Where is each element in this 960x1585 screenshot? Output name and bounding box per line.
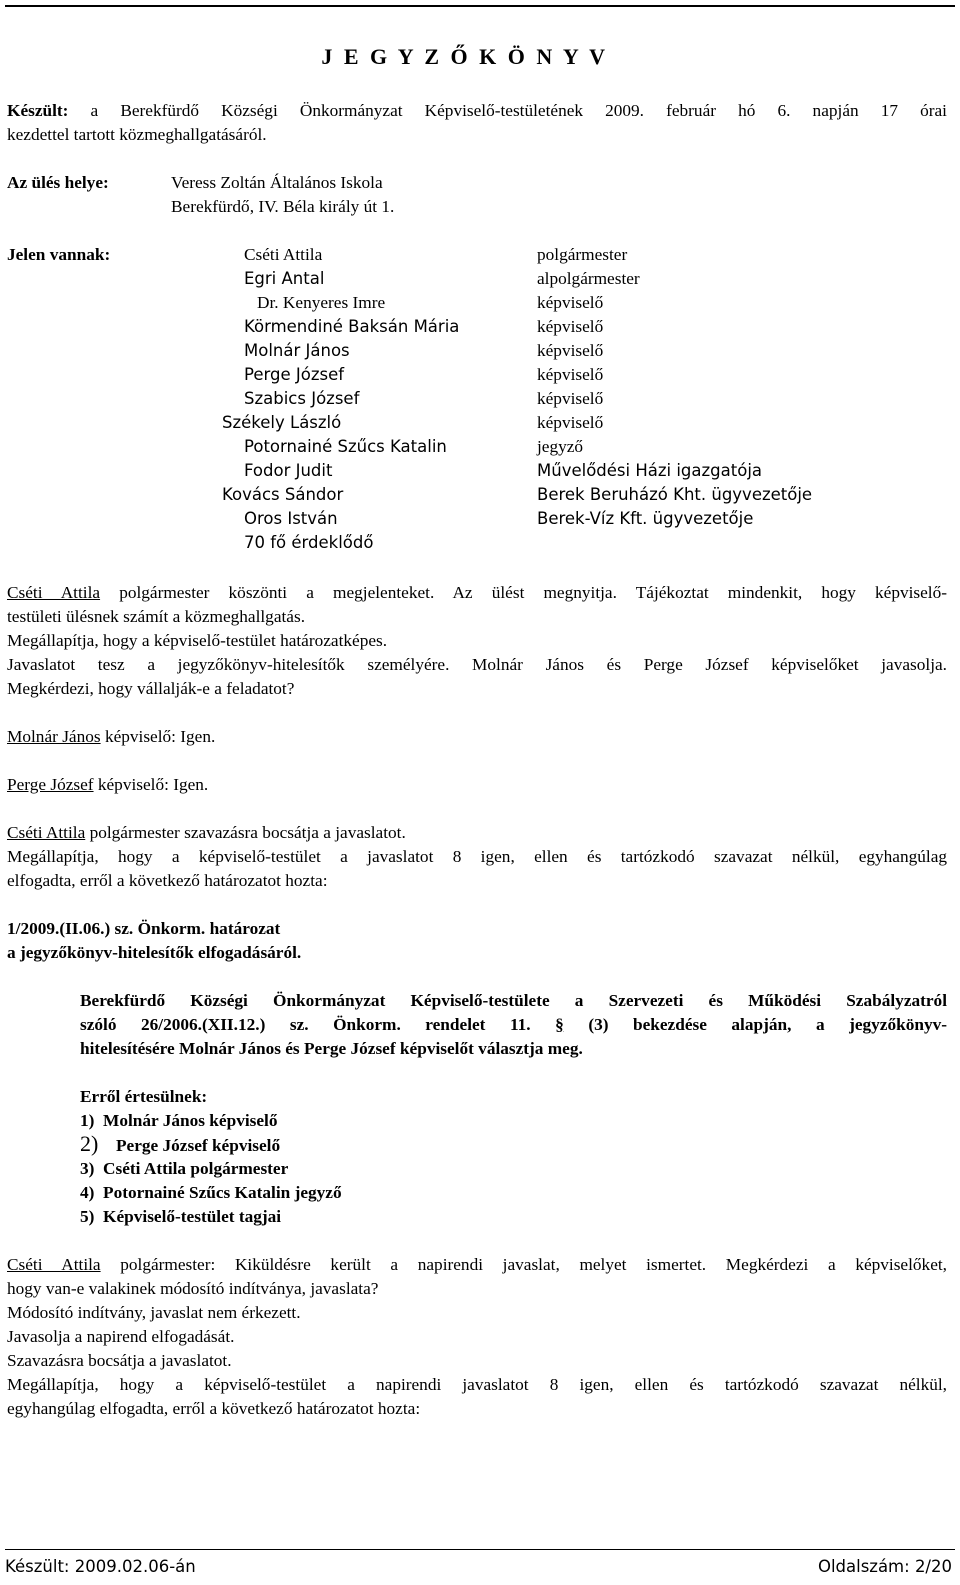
footer-page-number: Oldalszám: 2/20 xyxy=(817,1557,952,1576)
attendee-name: Oros István xyxy=(244,509,338,528)
p2-line-3: elfogadta, erről a következő határozatot hozta: xyxy=(7,871,328,890)
notify-item: 4) Potornainé Szűcs Katalin jegyző xyxy=(80,1183,342,1202)
resolution-subject: a jegyzőkönyv-hitelesítők elfogadásáról. xyxy=(7,943,302,962)
helye-label: Az ülés helye: xyxy=(7,173,109,192)
p1-line-2: testületi ülésnek számít a közmeghallgatás. xyxy=(7,607,306,626)
speaker-name: Cséti Attila xyxy=(7,583,101,602)
top-rule xyxy=(5,5,955,7)
attendee-role: képviselő xyxy=(537,413,604,432)
attendee-role: alpolgármester xyxy=(537,269,640,288)
p1-line-1 xyxy=(7,581,947,605)
resolution-line-2 xyxy=(80,1013,947,1037)
helye-line-2: Berekfürdő, IV. Béla király út 1. xyxy=(171,197,395,216)
attendee-name: Perge József xyxy=(244,365,345,384)
resolution-text: (3) bekezdése alapján, a jegyzőkönyv- xyxy=(588,1015,948,1034)
perge-reply xyxy=(7,773,208,797)
helye-line-1: Veress Zoltán Általános Iskola xyxy=(171,173,383,192)
attendee-role: képviselő xyxy=(537,365,604,384)
attendee-name: Egri Antal xyxy=(244,269,325,288)
speaker-name: Cséti Attila xyxy=(7,823,86,842)
document-title: J E G Y Z Ő K Ö N Y V xyxy=(321,44,608,69)
attendee-role: polgármester xyxy=(537,245,628,264)
p1-text: polgármester köszönti a megjelenteket. Az ülést megnyitja. Tájékoztat mindenkit, hogy képviselő- xyxy=(119,583,947,602)
attendee-name: Cséti Attila xyxy=(244,245,323,264)
notify-item: 3) Cséti Attila polgármester xyxy=(80,1159,289,1178)
attendee-name: Dr. Kenyeres Imre xyxy=(257,293,386,312)
speaker-name: Perge József xyxy=(7,775,94,794)
resolution-line-1: Berekfürdő Községi Önkormányzat Képviselő-testülete a Szervezeti és Működési Szabályzatról xyxy=(80,991,947,1010)
p3-line-6: Megállapítja, hogy a képviselő-testület a napirendi javaslatot 8 igen, ellen és tartózkodó szavazat nélkül, xyxy=(7,1375,947,1394)
footer-rule xyxy=(5,1549,955,1550)
attendee-role: képviselő xyxy=(537,293,604,312)
attendee-role: Berek-Víz Kft. ügyvezetője xyxy=(537,509,754,528)
attendee-role: jegyző xyxy=(537,437,584,456)
resolution-text: szóló 26/2006.(XII.12.) sz. Önkorm. rendelet 11. xyxy=(80,1015,531,1034)
notify-item: 1) Molnár János képviselő xyxy=(80,1111,278,1130)
p2-line-1 xyxy=(7,821,406,845)
section-sign: § xyxy=(555,1015,564,1034)
notify-title: Erről értesülnek: xyxy=(80,1087,208,1106)
attendee-name: Szabics József xyxy=(244,389,360,408)
footer-date: Készült: 2009.02.06-án xyxy=(5,1557,196,1576)
attendee-role: képviselő xyxy=(537,317,604,336)
molnar-reply xyxy=(7,725,215,749)
attendee-role: Művelődési Házi igazgatója xyxy=(537,461,763,480)
keszult-text: a Berekfürdő Községi Önkormányzat Képviselő-testületének 2009. február hó 6. napján 17 órai xyxy=(90,101,947,120)
reply-text: képviselő: Igen. xyxy=(97,775,209,794)
p3-line-1 xyxy=(7,1253,947,1277)
attendee-role: képviselő xyxy=(537,341,604,360)
reply-text: képviselő: Igen. xyxy=(104,727,216,746)
notify-item-number: 2) xyxy=(80,1131,99,1156)
p1-line-5: Megkérdezi, hogy vállalják-e a feladatot? xyxy=(7,679,295,698)
p2-text: polgármester szavazásra bocsátja a javaslatot. xyxy=(89,823,406,842)
notify-item: 5) Képviselő-testület tagjai xyxy=(80,1207,282,1226)
p3-line-4: Javasolja a napirend elfogadását. xyxy=(7,1327,235,1346)
p3-line-2: hogy van-e valakinek módosító indítványa, javaslata? xyxy=(7,1279,379,1298)
attendee-name: Kovács Sándor xyxy=(222,485,344,504)
notify-item: Perge József képviselő xyxy=(116,1136,281,1155)
p3-line-5: Szavazásra bocsátja a javaslatot. xyxy=(7,1351,232,1370)
p2-line-2: Megállapítja, hogy a képviselő-testület a javaslatot 8 igen, ellen és tartózkodó szavazat nélkül, egyhangúlag xyxy=(7,847,947,866)
p3-line-7: egyhangúlag elfogadta, erről a következő határozatot hozta: xyxy=(7,1399,421,1418)
p1-line-3: Megállapítja, hogy a képviselő-testület határozatképes. xyxy=(7,631,388,650)
attendee-name: Székely László xyxy=(222,413,342,432)
resolution-line-3: hitelesítésére Molnár János és Perge József képviselőt választja meg. xyxy=(80,1039,583,1058)
p1-line-4: Javaslatot tesz a jegyzőkönyv-hitelesítők személyére. Molnár János és Perge József képviselőket javasolja. xyxy=(7,655,947,674)
attendee-role: képviselő xyxy=(537,389,604,408)
keszult-label: Készült: xyxy=(7,101,69,120)
attendee-name: 70 fő érdeklődő xyxy=(244,533,374,552)
p3-text: polgármester: Kiküldésre került a napirendi javaslat, melyet ismertet. Megkérdezi a képviselőket, xyxy=(120,1255,947,1274)
attendee-name: Körmendiné Baksán Mária xyxy=(244,317,460,336)
resolution-number: 1/2009.(II.06.) sz. Önkorm. határozat xyxy=(7,919,281,938)
jelen-label: Jelen vannak: xyxy=(7,245,111,264)
keszult-line-1 xyxy=(7,99,947,123)
speaker-name: Cséti Attila xyxy=(7,1255,101,1274)
attendee-name: Molnár János xyxy=(244,341,350,360)
attendee-role: Berek Beruházó Kht. ügyvezetője xyxy=(537,485,813,504)
attendee-name: Fodor Judit xyxy=(244,461,333,480)
p3-line-3: Módosító indítvány, javaslat nem érkezett. xyxy=(7,1303,301,1322)
attendee-name: Potornainé Szűcs Katalin xyxy=(244,437,447,456)
speaker-name: Molnár János xyxy=(7,727,101,746)
keszult-line-2: kezdettel tartott közmeghallgatásáról. xyxy=(7,125,267,144)
